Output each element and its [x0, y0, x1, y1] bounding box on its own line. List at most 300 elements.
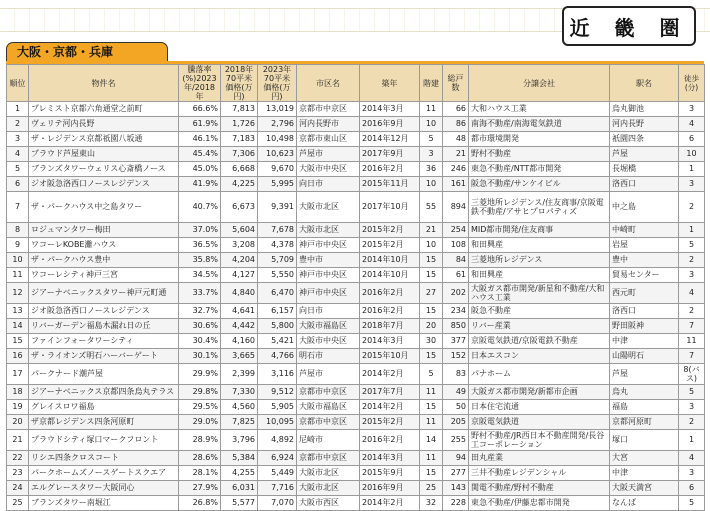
table-row	[7, 162, 705, 177]
seller-cell: 野村不動産	[469, 147, 610, 162]
table-row	[7, 364, 705, 385]
station-cell: 洛西口	[610, 304, 679, 319]
station-cell: 岩屋	[610, 238, 679, 253]
walk-cell: 3	[679, 102, 705, 117]
price-2023-cell: 5,421	[258, 334, 297, 349]
floors-cell: 15	[420, 466, 443, 481]
city-cell: 芦屋市	[297, 147, 360, 162]
table-row	[7, 385, 705, 400]
rank-cell: 12	[7, 283, 29, 304]
price-2018-cell: 6,031	[221, 481, 258, 496]
rank-cell: 15	[7, 334, 29, 349]
property-name-cell: ジアーナベニックス京都四条烏丸テラス	[29, 385, 179, 400]
property-name-cell: パークナード潮芦屋	[29, 364, 179, 385]
city-cell: 神戸市中央区	[297, 283, 360, 304]
table-row	[7, 283, 705, 304]
table-row	[7, 451, 705, 466]
rank-cell: 25	[7, 496, 29, 511]
station-cell: 中之島	[610, 192, 679, 223]
built-cell: 2015年10月	[360, 349, 420, 364]
property-name-cell: ザ京都レジデンス四条河原町	[29, 415, 179, 430]
walk-cell: 2	[679, 253, 705, 268]
built-cell: 2015年2月	[360, 415, 420, 430]
city-cell: 向日市	[297, 304, 360, 319]
rank-cell: 24	[7, 481, 29, 496]
price-2023-cell: 5,449	[258, 466, 297, 481]
drop-rate-cell: 29.9%	[179, 364, 221, 385]
property-name-cell: ブランズタワー南堀江	[29, 496, 179, 511]
price-2018-cell: 7,183	[221, 132, 258, 147]
price-2023-cell: 9,670	[258, 162, 297, 177]
header-name: 物件名	[29, 65, 179, 102]
property-name-cell: ザ・ライオンズ明石ハーバーゲート	[29, 349, 179, 364]
station-cell: 祇園四条	[610, 132, 679, 147]
price-2018-cell: 4,255	[221, 466, 258, 481]
station-cell: 芦屋	[610, 147, 679, 162]
city-cell: 京都市東山区	[297, 132, 360, 147]
table-row	[7, 117, 705, 132]
table-row	[7, 147, 705, 162]
floors-cell: 55	[420, 192, 443, 223]
drop-rate-cell: 35.8%	[179, 253, 221, 268]
units-cell: 277	[443, 466, 469, 481]
header-built: 築年	[360, 65, 420, 102]
floors-cell: 5	[420, 364, 443, 385]
drop-rate-cell: 28.6%	[179, 451, 221, 466]
price-2023-cell: 7,678	[258, 223, 297, 238]
built-cell: 2018年7月	[360, 319, 420, 334]
city-cell: 大阪市福島区	[297, 319, 360, 334]
built-cell: 2015年2月	[360, 238, 420, 253]
city-cell: 大阪市北区	[297, 481, 360, 496]
seller-cell: 和田興産	[469, 268, 610, 283]
built-cell: 2016年2月	[360, 430, 420, 451]
seller-cell: 都市環境開発	[469, 132, 610, 147]
price-2018-cell: 4,840	[221, 283, 258, 304]
city-cell: 尼崎市	[297, 430, 360, 451]
seller-cell: 京阪電気鉄道/京阪電鉄不動産	[469, 334, 610, 349]
station-cell: 貿易センター	[610, 268, 679, 283]
table-row	[7, 466, 705, 481]
rank-cell: 16	[7, 349, 29, 364]
price-2023-cell: 6,157	[258, 304, 297, 319]
property-name-cell: ザ・パークハウス中之島タワー	[29, 192, 179, 223]
city-cell: 向日市	[297, 177, 360, 192]
property-name-cell: パークホームズノースゲートスクエア	[29, 466, 179, 481]
walk-cell: 8(バス)	[679, 364, 705, 385]
floors-cell: 15	[420, 400, 443, 415]
units-cell: 234	[443, 304, 469, 319]
table-row	[7, 253, 705, 268]
price-2023-cell: 7,716	[258, 481, 297, 496]
built-cell: 2016年2月	[360, 283, 420, 304]
seller-cell: 京阪電気鉄道	[469, 415, 610, 430]
drop-rate-cell: 30.1%	[179, 349, 221, 364]
built-cell: 2014年3月	[360, 334, 420, 349]
station-cell: 烏丸御池	[610, 102, 679, 117]
station-cell: 大宮	[610, 451, 679, 466]
property-name-cell: プラウド芦屋東山	[29, 147, 179, 162]
price-2018-cell: 4,225	[221, 177, 258, 192]
city-cell: 神戸市中央区	[297, 238, 360, 253]
floors-cell: 25	[420, 481, 443, 496]
property-name-cell: ジオ阪急洛西口ノースレジデンス	[29, 304, 179, 319]
property-name-cell: リシエ四条クロスコート	[29, 451, 179, 466]
seller-cell: 三菱地所レジデンス/住友商事/京阪電鉄不動産/アサヒプロパティズ	[469, 192, 610, 223]
drop-rate-cell: 28.1%	[179, 466, 221, 481]
built-cell: 2017年7月	[360, 385, 420, 400]
price-2018-cell: 4,641	[221, 304, 258, 319]
seller-cell: 東急不動産/伊藤忠都市開発	[469, 496, 610, 511]
units-cell: 48	[443, 132, 469, 147]
property-name-cell: ザ・パークハウス豊中	[29, 253, 179, 268]
walk-cell: 3	[679, 466, 705, 481]
region-label: 近 畿 圏	[562, 6, 696, 46]
walk-cell: 11	[679, 334, 705, 349]
station-cell: 福島	[610, 400, 679, 415]
seller-cell: 和田興産	[469, 238, 610, 253]
price-2018-cell: 6,668	[221, 162, 258, 177]
price-2023-cell: 5,800	[258, 319, 297, 334]
seller-cell: 日本エスコン	[469, 349, 610, 364]
seller-cell: 東急不動産/NTT都市開発	[469, 162, 610, 177]
drop-rate-cell: 29.8%	[179, 385, 221, 400]
walk-cell: 5	[679, 496, 705, 511]
built-cell: 2014年3月	[360, 451, 420, 466]
property-name-cell: ジオ阪急洛西口ノースレジデンス	[29, 177, 179, 192]
header-units: 総戸数	[443, 65, 469, 102]
built-cell: 2016年9月	[360, 117, 420, 132]
property-name-cell: プラウドシティ塚口マークフロント	[29, 430, 179, 451]
price-2018-cell: 6,673	[221, 192, 258, 223]
price-2018-cell: 1,726	[221, 117, 258, 132]
floors-cell: 11	[420, 102, 443, 117]
price-2018-cell: 7,330	[221, 385, 258, 400]
built-cell: 2014年10月	[360, 268, 420, 283]
city-cell: 大阪市北区	[297, 223, 360, 238]
drop-rate-cell: 29.5%	[179, 400, 221, 415]
floors-cell: 11	[420, 385, 443, 400]
walk-cell: 1	[679, 223, 705, 238]
walk-cell: 6	[679, 132, 705, 147]
table-row	[7, 102, 705, 117]
rank-cell: 5	[7, 162, 29, 177]
city-cell: 神戸市中央区	[297, 268, 360, 283]
header-price-2023: 2023年70平米価格(万円)	[258, 65, 297, 102]
walk-cell: 2	[679, 304, 705, 319]
price-2018-cell: 3,796	[221, 430, 258, 451]
walk-cell: 4	[679, 117, 705, 132]
price-2023-cell: 5,995	[258, 177, 297, 192]
property-name-cell: ワコーレシティ神戸三宮	[29, 268, 179, 283]
built-cell: 2014年2月	[360, 364, 420, 385]
price-2018-cell: 4,560	[221, 400, 258, 415]
walk-cell: 6	[679, 481, 705, 496]
walk-cell: 3	[679, 400, 705, 415]
floors-cell: 11	[420, 415, 443, 430]
price-2023-cell: 6,470	[258, 283, 297, 304]
walk-cell: 3	[679, 177, 705, 192]
station-cell: 野田阪神	[610, 319, 679, 334]
units-cell: 21	[443, 147, 469, 162]
price-2023-cell: 7,070	[258, 496, 297, 511]
price-2023-cell: 13,019	[258, 102, 297, 117]
price-2018-cell: 4,160	[221, 334, 258, 349]
price-2023-cell: 2,796	[258, 117, 297, 132]
rank-cell: 23	[7, 466, 29, 481]
built-cell: 2014年3月	[360, 102, 420, 117]
rank-cell: 13	[7, 304, 29, 319]
rank-cell: 1	[7, 102, 29, 117]
seller-cell: 阪急不動産/サンケイビル	[469, 177, 610, 192]
station-cell: 豊中	[610, 253, 679, 268]
walk-cell: 7	[679, 319, 705, 334]
header-row	[7, 65, 705, 102]
walk-cell: 4	[679, 451, 705, 466]
rank-cell: 3	[7, 132, 29, 147]
price-2018-cell: 3,208	[221, 238, 258, 253]
city-cell: 大阪市福島区	[297, 400, 360, 415]
drop-rate-cell: 30.6%	[179, 319, 221, 334]
station-cell: 烏丸	[610, 385, 679, 400]
units-cell: 61	[443, 268, 469, 283]
units-cell: 86	[443, 117, 469, 132]
built-cell: 2014年2月	[360, 400, 420, 415]
seller-cell: 三井不動産レジデンシャル	[469, 466, 610, 481]
station-cell: 京都河原町	[610, 415, 679, 430]
drop-rate-cell: 27.9%	[179, 481, 221, 496]
floors-cell: 5	[420, 132, 443, 147]
units-cell: 894	[443, 192, 469, 223]
rank-cell: 11	[7, 268, 29, 283]
price-2023-cell: 5,709	[258, 253, 297, 268]
station-cell: 大阪天満宮	[610, 481, 679, 496]
price-2023-cell: 9,391	[258, 192, 297, 223]
header-station: 駅名	[610, 65, 679, 102]
walk-cell: 3	[679, 268, 705, 283]
seller-cell: 日本住宅流通	[469, 400, 610, 415]
floors-cell: 10	[420, 238, 443, 253]
station-cell: 中津	[610, 466, 679, 481]
city-cell: 京都市中京区	[297, 451, 360, 466]
floors-cell: 10	[420, 117, 443, 132]
walk-cell: 4	[679, 283, 705, 304]
price-2018-cell: 5,577	[221, 496, 258, 511]
header-drop: 騰落率(%)2023年/2018年	[179, 65, 221, 102]
units-cell: 246	[443, 162, 469, 177]
seller-cell: 野村不動産/JR西日本不動産開発/長谷工コーポレーション	[469, 430, 610, 451]
price-2018-cell: 7,306	[221, 147, 258, 162]
property-name-cell: ワコーレKOBE灘ハウス	[29, 238, 179, 253]
price-2023-cell: 4,766	[258, 349, 297, 364]
station-cell: 河内長野	[610, 117, 679, 132]
price-2018-cell: 4,442	[221, 319, 258, 334]
units-cell: 205	[443, 415, 469, 430]
table-row	[7, 304, 705, 319]
rank-cell: 6	[7, 177, 29, 192]
property-name-cell: ヴェリテ河内長野	[29, 117, 179, 132]
table-row	[7, 349, 705, 364]
seller-cell: 関電不動産/野村不動産	[469, 481, 610, 496]
header-city: 市区名	[297, 65, 360, 102]
drop-rate-cell: 45.4%	[179, 147, 221, 162]
price-2023-cell: 4,892	[258, 430, 297, 451]
table-row	[7, 238, 705, 253]
rank-cell: 18	[7, 385, 29, 400]
units-cell: 850	[443, 319, 469, 334]
station-cell: なんば	[610, 496, 679, 511]
floors-cell: 11	[420, 451, 443, 466]
property-name-cell: ザ・レジデンス京都祇園八坂通	[29, 132, 179, 147]
units-cell: 49	[443, 385, 469, 400]
city-cell: 芦屋市	[297, 364, 360, 385]
price-2023-cell: 3,116	[258, 364, 297, 385]
drop-rate-cell: 40.7%	[179, 192, 221, 223]
station-cell: 中崎町	[610, 223, 679, 238]
table-row	[7, 481, 705, 496]
seller-cell: 三菱地所レジデンス	[469, 253, 610, 268]
units-cell: 202	[443, 283, 469, 304]
drop-rate-cell: 30.4%	[179, 334, 221, 349]
property-name-cell: ブランズタワーウェリス心斎橋ノース	[29, 162, 179, 177]
floors-cell: 30	[420, 334, 443, 349]
drop-rate-cell: 66.6%	[179, 102, 221, 117]
price-2023-cell: 9,512	[258, 385, 297, 400]
table-row	[7, 177, 705, 192]
units-cell: 255	[443, 430, 469, 451]
walk-cell: 7	[679, 349, 705, 364]
rank-cell: 10	[7, 253, 29, 268]
drop-rate-cell: 32.7%	[179, 304, 221, 319]
units-cell: 152	[443, 349, 469, 364]
header-floors: 階建	[420, 65, 443, 102]
table-row	[7, 430, 705, 451]
property-name-cell: ロジュマンタワー梅田	[29, 223, 179, 238]
price-2018-cell: 4,204	[221, 253, 258, 268]
floors-cell: 20	[420, 319, 443, 334]
city-cell: 京都市中京区	[297, 415, 360, 430]
property-name-cell: ジアーナベニックスタワー神戸元町通	[29, 283, 179, 304]
rank-cell: 19	[7, 400, 29, 415]
header-price-2018: 2018年70平米価格(万円)	[221, 65, 258, 102]
rank-cell: 17	[7, 364, 29, 385]
seller-cell: 南海不動産/南海電気鉄道	[469, 117, 610, 132]
floors-cell: 21	[420, 223, 443, 238]
walk-cell: 1	[679, 162, 705, 177]
price-2018-cell: 4,127	[221, 268, 258, 283]
drop-rate-cell: 29.0%	[179, 415, 221, 430]
table-row	[7, 400, 705, 415]
units-cell: 377	[443, 334, 469, 349]
price-2023-cell: 5,905	[258, 400, 297, 415]
built-cell: 2016年2月	[360, 162, 420, 177]
city-cell: 大阪市中央区	[297, 334, 360, 349]
city-cell: 大阪市北区	[297, 466, 360, 481]
station-cell: 中津	[610, 334, 679, 349]
city-cell: 河内長野市	[297, 117, 360, 132]
price-2018-cell: 3,665	[221, 349, 258, 364]
seller-cell: 田丸産業	[469, 451, 610, 466]
units-cell: 254	[443, 223, 469, 238]
header-seller: 分譲会社	[469, 65, 610, 102]
seller-cell: 大阪ガス都市開発/新星和不動産/大和ハウス工業	[469, 283, 610, 304]
property-name-cell: プレミスト京都六角通堂之前町	[29, 102, 179, 117]
units-cell: 50	[443, 400, 469, 415]
units-cell: 84	[443, 253, 469, 268]
floors-cell: 15	[420, 304, 443, 319]
city-cell: 豊中市	[297, 253, 360, 268]
table-row	[7, 496, 705, 511]
header-rank: 順位	[7, 65, 29, 102]
price-2018-cell: 5,384	[221, 451, 258, 466]
table-row	[7, 223, 705, 238]
table-row	[7, 132, 705, 147]
header-walk: 徒歩(分)	[679, 65, 705, 102]
city-cell: 大阪市北区	[297, 192, 360, 223]
walk-cell: 2	[679, 192, 705, 223]
built-cell: 2014年12月	[360, 132, 420, 147]
built-cell: 2017年9月	[360, 147, 420, 162]
price-2023-cell: 5,550	[258, 268, 297, 283]
walk-cell: 10	[679, 147, 705, 162]
built-cell: 2014年2月	[360, 496, 420, 511]
city-cell: 大阪市西区	[297, 496, 360, 511]
property-name-cell: グレイスロワ福島	[29, 400, 179, 415]
drop-rate-cell: 34.5%	[179, 268, 221, 283]
drop-rate-cell: 37.0%	[179, 223, 221, 238]
price-2018-cell: 7,813	[221, 102, 258, 117]
seller-cell: 大阪ガス都市開発/新都市企画	[469, 385, 610, 400]
rank-cell: 22	[7, 451, 29, 466]
property-name-cell: エルグレースタワー大阪同心	[29, 481, 179, 496]
table-row	[7, 415, 705, 430]
units-cell: 161	[443, 177, 469, 192]
walk-cell: 1	[679, 430, 705, 451]
drop-rate-cell: 41.9%	[179, 177, 221, 192]
seller-cell: MID都市開発/住友商事	[469, 223, 610, 238]
units-cell: 94	[443, 451, 469, 466]
drop-rate-cell: 33.7%	[179, 283, 221, 304]
table-row	[7, 319, 705, 334]
drop-rate-cell: 26.8%	[179, 496, 221, 511]
table-row	[7, 192, 705, 223]
floors-cell: 32	[420, 496, 443, 511]
station-cell: 塚口	[610, 430, 679, 451]
rank-cell: 7	[7, 192, 29, 223]
floors-cell: 27	[420, 283, 443, 304]
table-row	[7, 334, 705, 349]
city-cell: 京都市中京区	[297, 385, 360, 400]
city-cell: 大阪市中央区	[297, 162, 360, 177]
seller-cell: リバー産業	[469, 319, 610, 334]
walk-cell: 5	[679, 385, 705, 400]
units-cell: 108	[443, 238, 469, 253]
floors-cell: 3	[420, 147, 443, 162]
station-cell: 西元町	[610, 283, 679, 304]
built-cell: 2015年2月	[360, 223, 420, 238]
price-2023-cell: 10,623	[258, 147, 297, 162]
drop-rate-cell: 45.0%	[179, 162, 221, 177]
floors-cell: 36	[420, 162, 443, 177]
property-name-cell: ファインフォータワーシティ	[29, 334, 179, 349]
price-2023-cell: 6,924	[258, 451, 297, 466]
rank-cell: 14	[7, 319, 29, 334]
station-cell: 芦屋	[610, 364, 679, 385]
floors-cell: 15	[420, 268, 443, 283]
drop-rate-cell: 46.1%	[179, 132, 221, 147]
floors-cell: 10	[420, 177, 443, 192]
price-2023-cell: 10,095	[258, 415, 297, 430]
